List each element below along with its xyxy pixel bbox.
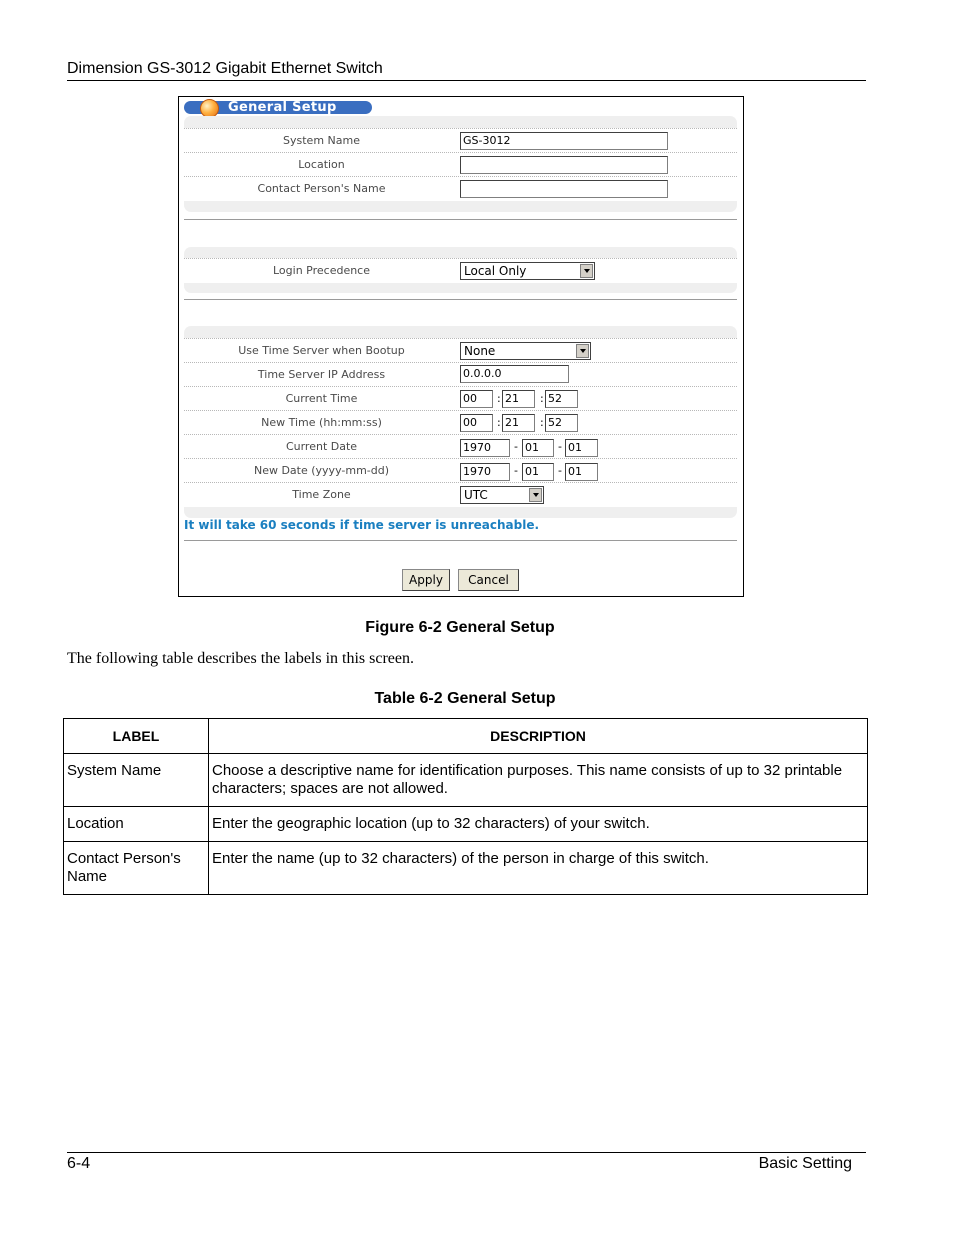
- new-date-year[interactable]: 1970: [460, 463, 510, 481]
- current-time-label: Current Time: [285, 392, 358, 405]
- table-cell-description: Enter the name (up to 32 characters) of the person in charge of this switch.: [209, 842, 868, 895]
- current-date-row: [184, 434, 737, 459]
- location-input[interactable]: [460, 156, 668, 174]
- use-time-server-select[interactable]: [460, 342, 591, 360]
- time-server-ip-input[interactable]: 0.0.0.0: [460, 365, 569, 383]
- use-time-server-row: [184, 338, 737, 363]
- current-time-minute[interactable]: 21: [502, 390, 535, 408]
- current-time-hour[interactable]: 00: [460, 390, 493, 408]
- new-date-month[interactable]: 01: [522, 463, 554, 481]
- label-column-header: LABEL: [64, 719, 209, 754]
- time-server-ip-label: Time Server IP Address: [257, 368, 386, 381]
- table-cell-label: Contact Person's Name: [64, 842, 209, 895]
- current-date-month[interactable]: 01: [522, 439, 554, 457]
- time-group: [184, 326, 737, 518]
- login-group: [184, 247, 737, 293]
- divider: [184, 540, 737, 541]
- system-name-row: [184, 128, 737, 153]
- date-separator: -: [558, 440, 562, 453]
- chevron-down-icon[interactable]: [580, 264, 593, 278]
- date-separator: -: [514, 440, 518, 453]
- table-caption: Table 6-2 General Setup: [374, 690, 556, 707]
- current-date-day[interactable]: 01: [565, 439, 598, 457]
- current-time-row: [184, 386, 737, 411]
- cancel-button[interactable]: Cancel: [458, 569, 519, 591]
- chevron-down-icon[interactable]: [576, 344, 589, 358]
- time-server-note: It will take 60 seconds if time server is unreachable.: [184, 518, 540, 532]
- table-row: [64, 807, 868, 842]
- document-title: Dimension GS-3012 Gigabit Ethernet Switch: [67, 60, 383, 77]
- description-column-header: DESCRIPTION: [209, 719, 868, 754]
- location-row: [184, 152, 737, 177]
- table-cell-description: Enter the geographic location (up to 32 characters) of your switch.: [209, 807, 868, 842]
- page-header: [67, 60, 866, 81]
- system-name-input[interactable]: GS-3012: [460, 132, 668, 150]
- time-separator: :: [540, 416, 544, 429]
- new-time-row: [184, 410, 737, 435]
- chevron-down-icon[interactable]: [529, 488, 542, 502]
- login-precedence-row: [184, 258, 737, 283]
- use-time-server-label: Use Time Server when Bootup: [238, 344, 405, 357]
- date-separator: -: [558, 464, 562, 477]
- new-time-hour[interactable]: 00: [460, 414, 493, 432]
- time-server-ip-row: [184, 362, 737, 387]
- date-separator: -: [514, 464, 518, 477]
- new-time-minute[interactable]: 21: [502, 414, 535, 432]
- divider: [184, 299, 737, 300]
- table-cell-label: System Name: [64, 754, 209, 807]
- login-precedence-select[interactable]: [460, 262, 595, 280]
- figure-caption: Figure 6-2 General Setup: [365, 619, 555, 636]
- time-separator: :: [540, 392, 544, 405]
- time-zone-select[interactable]: [460, 486, 544, 504]
- time-zone-label: Time Zone: [292, 488, 351, 501]
- login-precedence-label: Login Precedence: [272, 264, 370, 277]
- login-precedence-value: Local Only: [464, 264, 527, 278]
- table-cell-description: Choose a descriptive name for identification purposes. This name consists of up to 32 printable characters; spaces are not allowed.: [209, 754, 868, 807]
- system-name-label: System Name: [283, 134, 360, 147]
- apply-button[interactable]: Apply: [402, 569, 450, 591]
- contact-label: Contact Person's Name: [257, 182, 386, 195]
- panel-title: General Setup: [228, 100, 337, 115]
- contact-row: [184, 176, 737, 201]
- new-time-label: New Time (hh:mm:ss): [261, 416, 382, 429]
- new-time-second[interactable]: 52: [545, 414, 578, 432]
- label-description-table: [63, 718, 868, 895]
- divider: [184, 219, 737, 220]
- page-footer: [67, 1152, 866, 1173]
- system-info-group: [184, 116, 737, 212]
- table-cell-label: Location: [64, 807, 209, 842]
- location-label: Location: [298, 158, 345, 171]
- intro-text: The following table describes the labels in this screen.: [67, 650, 415, 667]
- current-date-label: Current Date: [285, 440, 358, 453]
- current-date-year[interactable]: 1970: [460, 439, 510, 457]
- new-date-day[interactable]: 01: [565, 463, 598, 481]
- time-zone-row: [184, 482, 737, 507]
- current-time-second[interactable]: 52: [545, 390, 578, 408]
- contact-input[interactable]: [460, 180, 668, 198]
- new-date-row: [184, 458, 737, 483]
- time-separator: :: [497, 416, 501, 429]
- time-zone-value: UTC: [464, 488, 488, 502]
- table-row: [64, 754, 868, 807]
- new-date-label: New Date (yyyy-mm-dd): [253, 464, 390, 477]
- table-row: [64, 842, 868, 895]
- general-setup-screenshot: [178, 96, 744, 597]
- section-name: Basic Setting: [758, 1155, 852, 1172]
- use-time-server-value: None: [464, 344, 496, 358]
- time-separator: :: [497, 392, 501, 405]
- table-header-row: [64, 719, 868, 754]
- panel-title-bar: [184, 101, 372, 114]
- page-number: 6-4: [67, 1155, 91, 1172]
